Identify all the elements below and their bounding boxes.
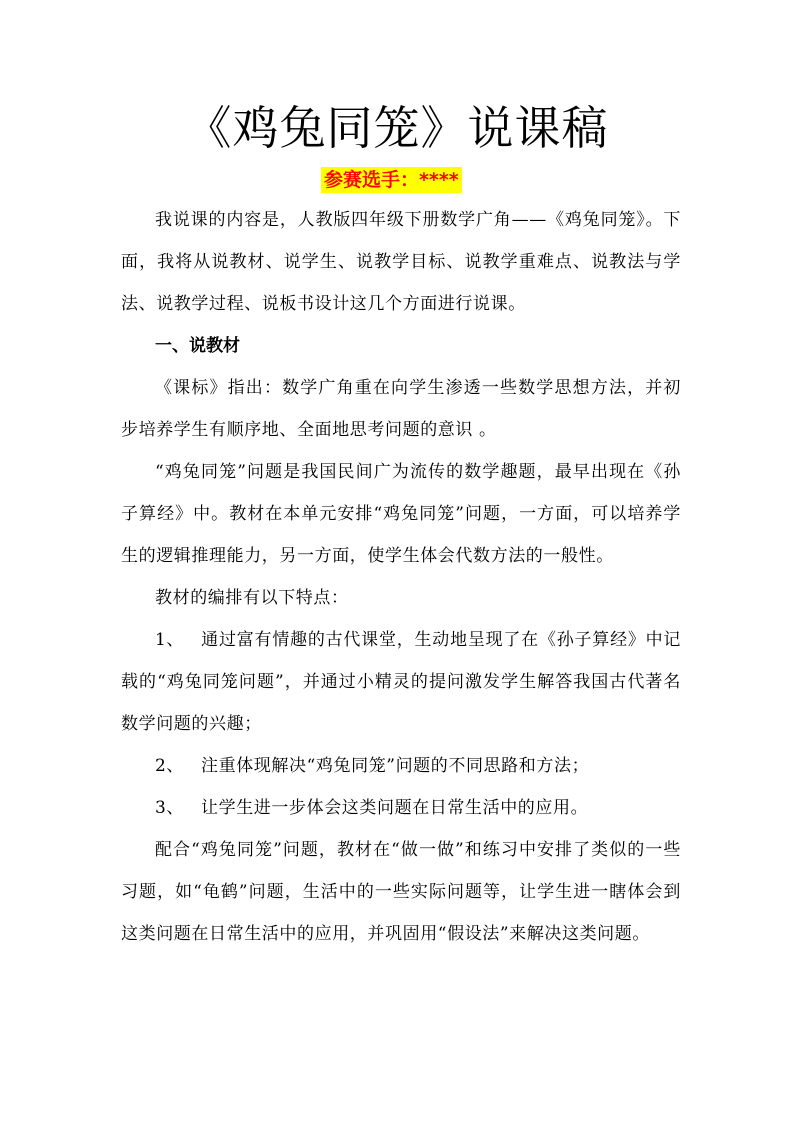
list-number: 1、: [155, 630, 185, 650]
curriculum-paragraph: 《课标》指出：数学广角重在向学生渗透一些数学思想方法，并初步培养学生有顺序地、全面地思考问题的意识 。: [121, 378, 681, 440]
section-heading-textbook: 一、说教材: [155, 336, 240, 356]
features-intro-paragraph: 教材的编排有以下特点：: [155, 588, 349, 608]
list-number: 3、: [155, 798, 185, 818]
list-item: [121, 619, 681, 745]
document-body: [121, 199, 681, 955]
list-text: 注重体现解决“鸡兔同笼”问题的不同思路和方法；: [201, 756, 590, 776]
list-text: 通过富有情趣的古代课堂，生动地呈现了在《孙子算经》中记载的“鸡兔同笼问题”，并通过小精灵的提问激发学生解答我国古代著名数学问题的兴趣；: [121, 630, 681, 734]
exercises-paragraph: 配合“鸡兔同笼”问题，教材在“做一做”和练习中安排了类似的一些习题，如“龟鹤”问题，生活中的一些实际问题等，让学生进一瞎体会到这类问题在日常生活中的应用，并巩固用“假设法”来解决这类问题。: [121, 840, 681, 944]
list-number: 2、: [155, 756, 185, 776]
list-text: 让学生进一步体会这类问题在日常生活中的应用。: [201, 798, 589, 818]
intro-paragraph: 我说课的内容是，人教版四年级下册数学广角——《鸡兔同笼》。下面，我将从说教材、说学生、说教学目标、说教学重难点、说教法与学法、说教学过程、说板书设计这几个方面进行说课。: [121, 210, 681, 314]
list-item: [121, 787, 681, 829]
document-title: 《鸡兔同笼》说课稿: [185, 101, 609, 155]
contestant-label: 参赛选手：****: [321, 167, 462, 193]
list-item: [121, 745, 681, 787]
origin-paragraph: “鸡兔同笼”问题是我国民间广为流传的数学趣题，最早出现在《孙子算经》中。教材在本单元安排“鸡兔同笼”问题，一方面，可以培养学生的逻辑推理能力，另一方面，使学生体会代数方法的一般性。: [121, 462, 681, 566]
